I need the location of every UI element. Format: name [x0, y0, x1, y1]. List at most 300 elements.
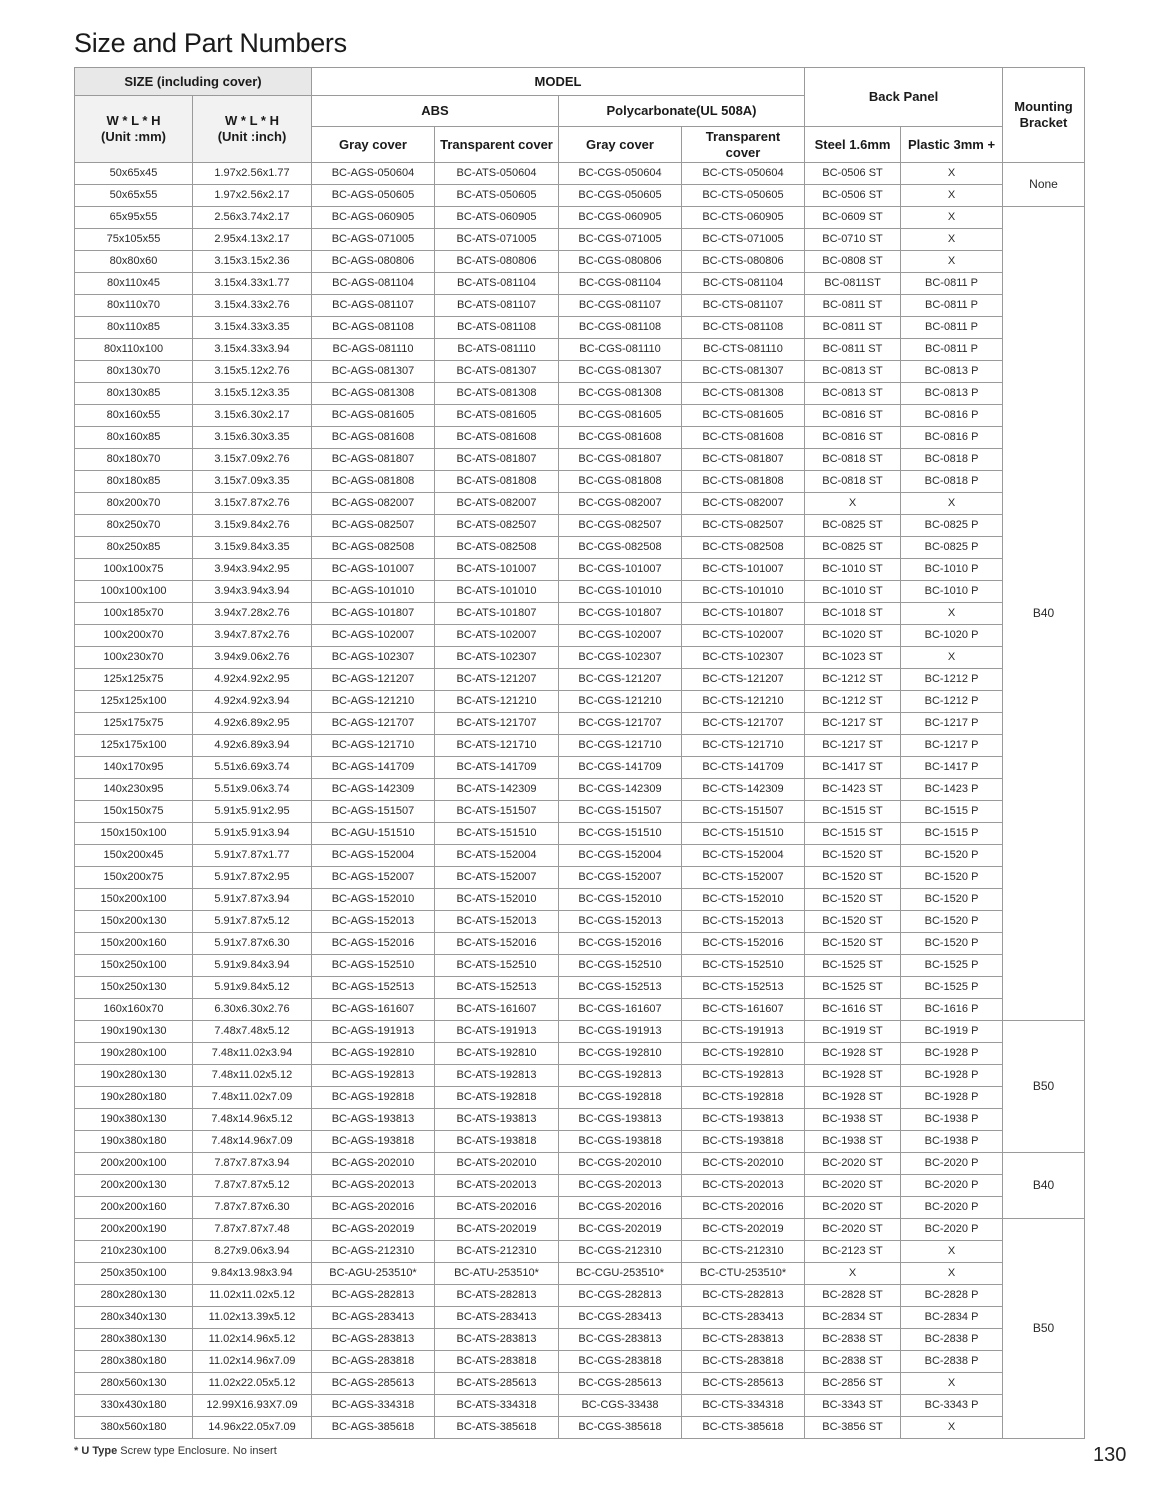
size-inch-cell: 12.99X16.93X7.09 [193, 1395, 312, 1417]
plastic-panel-cell: BC-1010 P [901, 581, 1003, 603]
table-row [75, 735, 1085, 757]
abs-transparent-cell: BC-ATS-101807 [435, 603, 559, 625]
table-row [75, 1373, 1085, 1395]
steel-panel-cell: BC-0811ST [805, 273, 901, 295]
back-panel-header: Back Panel [805, 68, 1003, 127]
table-row [75, 1395, 1085, 1417]
steel-panel-cell: BC-1938 ST [805, 1131, 901, 1153]
pc-gray-cell: BC-CGS-161607 [559, 999, 682, 1021]
size-inch-cell: 7.48x11.02x5.12 [193, 1065, 312, 1087]
size-mm-cell: 190x380x180 [75, 1131, 193, 1153]
size-mm-cell: 80x110x45 [75, 273, 193, 295]
plastic-panel-cell: BC-1938 P [901, 1109, 1003, 1131]
plastic-panel-cell: BC-1212 P [901, 691, 1003, 713]
abs-transparent-cell: BC-ATS-192810 [435, 1043, 559, 1065]
steel-panel-cell: BC-1010 ST [805, 581, 901, 603]
plastic-panel-cell: BC-1217 P [901, 735, 1003, 757]
size-inch-cell: 3.15x4.33x3.35 [193, 317, 312, 339]
pc-gray-cell: BC-CGS-151510 [559, 823, 682, 845]
abs-gray-cell: BC-AGU-253510* [312, 1263, 435, 1285]
pc-transparent-cell: BC-CTS-081605 [682, 405, 805, 427]
steel-panel-cell: BC-2856 ST [805, 1373, 901, 1395]
abs-transparent-cell: BC-ATS-080806 [435, 251, 559, 273]
pc-transparent-cell: BC-CTS-121710 [682, 735, 805, 757]
pc-transparent-cell: BC-CTS-101007 [682, 559, 805, 581]
size-inch-cell: 5.51x6.69x3.74 [193, 757, 312, 779]
abs-gray-cell: BC-AGS-385618 [312, 1417, 435, 1439]
abs-transparent-cell: BC-ATS-081605 [435, 405, 559, 427]
pc-gray-cell: BC-CGS-192810 [559, 1043, 682, 1065]
pc-gray-cell: BC-CGS-121210 [559, 691, 682, 713]
size-mm-cell: 125x125x100 [75, 691, 193, 713]
abs-gray-cell: BC-AGS-283413 [312, 1307, 435, 1329]
size-mm-cell: 80x130x70 [75, 361, 193, 383]
size-mm-cell: 100x100x100 [75, 581, 193, 603]
abs-transparent-cell: BC-ATS-050605 [435, 185, 559, 207]
pc-transparent-cell: BC-CTS-101010 [682, 581, 805, 603]
table-row [75, 603, 1085, 625]
pc-gray-cell: BC-CGS-102307 [559, 647, 682, 669]
size-inch-cell: 5.91x7.87x1.77 [193, 845, 312, 867]
pc-gray-cell: BC-CGS-385618 [559, 1417, 682, 1439]
size-inch-cell: 14.96x22.05x7.09 [193, 1417, 312, 1439]
size-mm-cell: 280x380x130 [75, 1329, 193, 1351]
plastic-panel-cell: X [901, 1417, 1003, 1439]
table-row [75, 273, 1085, 295]
size-inch-cell: 11.02x14.96x5.12 [193, 1329, 312, 1351]
size-mm-cell: 210x230x100 [75, 1241, 193, 1263]
abs-transparent-cell: BC-ATS-081108 [435, 317, 559, 339]
wlh-mm-header: W * L * H (Unit :mm) [75, 96, 193, 163]
abs-transparent-cell: BC-ATS-283818 [435, 1351, 559, 1373]
abs-gray-cell: BC-AGS-152513 [312, 977, 435, 999]
plastic-panel-cell: BC-1525 P [901, 955, 1003, 977]
plastic-panel-cell: BC-1928 P [901, 1043, 1003, 1065]
plastic-panel-cell: X [901, 1241, 1003, 1263]
pc-transparent-cell: BC-CTS-152010 [682, 889, 805, 911]
steel-panel-cell: BC-1217 ST [805, 713, 901, 735]
pc-transparent-cell: BC-CTS-081107 [682, 295, 805, 317]
pc-transparent-cell: BC-CTS-202013 [682, 1175, 805, 1197]
pc-gray-cell: BC-CGS-082508 [559, 537, 682, 559]
size-mm-cell: 80x250x70 [75, 515, 193, 537]
size-mm-cell: 150x250x100 [75, 955, 193, 977]
plastic-panel-cell: X [901, 1263, 1003, 1285]
abs-transparent-cell: BC-ATS-121207 [435, 669, 559, 691]
abs-transparent-cell: BC-ATS-202010 [435, 1153, 559, 1175]
size-inch-cell: 3.94x7.87x2.76 [193, 625, 312, 647]
polycarbonate-header: Polycarbonate(UL 508A) [559, 96, 805, 127]
size-mm-cell: 65x95x55 [75, 207, 193, 229]
pc-gray-cell: BC-CGS-202016 [559, 1197, 682, 1219]
table-row [75, 1329, 1085, 1351]
size-inch-cell: 7.87x7.87x7.48 [193, 1219, 312, 1241]
steel-panel-cell: BC-1520 ST [805, 845, 901, 867]
size-inch-cell: 3.15x9.84x2.76 [193, 515, 312, 537]
table-row [75, 955, 1085, 977]
table-row [75, 1065, 1085, 1087]
size-inch-cell: 5.91x5.91x3.94 [193, 823, 312, 845]
table-row [75, 1197, 1085, 1219]
abs-transparent-cell: BC-ATS-283813 [435, 1329, 559, 1351]
pc-gray-cell: BC-CGS-081110 [559, 339, 682, 361]
abs-transparent-cell: BC-ATS-081808 [435, 471, 559, 493]
table-row [75, 1131, 1085, 1153]
size-mm-cell: 150x200x45 [75, 845, 193, 867]
abs-transparent-cell: BC-ATU-253510* [435, 1263, 559, 1285]
pc-transparent-cell: BC-CTS-121210 [682, 691, 805, 713]
abs-transparent-cell: BC-ATS-202016 [435, 1197, 559, 1219]
steel-panel-cell: BC-1928 ST [805, 1065, 901, 1087]
pc-gray-cell: BC-CGS-283818 [559, 1351, 682, 1373]
plastic-panel-cell: BC-1010 P [901, 559, 1003, 581]
pc-transparent-cell: BC-CTS-152513 [682, 977, 805, 999]
footnote [74, 1445, 277, 1457]
steel-panel-cell: BC-1928 ST [805, 1087, 901, 1109]
size-inch-cell: 11.02x11.02x5.12 [193, 1285, 312, 1307]
pc-gray-cell: BC-CGS-101007 [559, 559, 682, 581]
size-mm-cell: 330x430x180 [75, 1395, 193, 1417]
size-mm-cell: 75x105x55 [75, 229, 193, 251]
steel-panel-cell: BC-2020 ST [805, 1153, 901, 1175]
table-header [75, 68, 1085, 163]
size-inch-cell: 3.15x3.15x2.36 [193, 251, 312, 273]
pc-gray-cell: BC-CGS-283813 [559, 1329, 682, 1351]
abs-transparent-cell: BC-ATS-081608 [435, 427, 559, 449]
size-mm-cell: 150x250x130 [75, 977, 193, 999]
abs-transparent-cell: BC-ATS-192818 [435, 1087, 559, 1109]
plastic-panel-cell: BC-1515 P [901, 823, 1003, 845]
size-mm-cell: 190x280x130 [75, 1065, 193, 1087]
abs-gray-cell: BC-AGS-141709 [312, 757, 435, 779]
size-mm-cell: 80x250x85 [75, 537, 193, 559]
mounting-bracket-cell: B40 [1003, 1153, 1085, 1219]
size-inch-cell: 3.15x5.12x3.35 [193, 383, 312, 405]
pc-transparent-cell: BC-CTS-081108 [682, 317, 805, 339]
pc-transparent-cell: BC-CTS-082507 [682, 515, 805, 537]
size-mm-cell: 100x200x70 [75, 625, 193, 647]
pc-gray-cell: BC-CGS-152510 [559, 955, 682, 977]
size-inch-cell: 1.97x2.56x1.77 [193, 163, 312, 185]
pc-transparent-cell: BC-CTS-080806 [682, 251, 805, 273]
pc-gray-cell: BC-CGS-101807 [559, 603, 682, 625]
abs-transparent-cell: BC-ATS-102007 [435, 625, 559, 647]
pc-gray-cell: BC-CGS-081307 [559, 361, 682, 383]
steel-panel-cell: BC-2838 ST [805, 1351, 901, 1373]
plastic-panel-cell: X [901, 647, 1003, 669]
plastic-panel-cell: BC-1520 P [901, 889, 1003, 911]
steel-panel-cell: BC-1010 ST [805, 559, 901, 581]
pc-transparent-cell: BC-CTS-050605 [682, 185, 805, 207]
pc-gray-cell: BC-CGS-081608 [559, 427, 682, 449]
abs-gray-cell: BC-AGS-151507 [312, 801, 435, 823]
plastic-panel-cell: BC-1423 P [901, 779, 1003, 801]
pc-gray-cell: BC-CGS-202019 [559, 1219, 682, 1241]
steel-panel-cell: BC-0818 ST [805, 449, 901, 471]
pc-transparent-cell: BC-CTS-202010 [682, 1153, 805, 1175]
pc-transparent-cell: BC-CTS-192818 [682, 1087, 805, 1109]
pc-transparent-cell: BC-CTS-060905 [682, 207, 805, 229]
table-row [75, 713, 1085, 735]
abs-transparent-cell: BC-ATS-082507 [435, 515, 559, 537]
pc-gray-cell: BC-CGS-050604 [559, 163, 682, 185]
pc-transparent-cell: BC-CTS-142309 [682, 779, 805, 801]
plastic-panel-cell: BC-2020 P [901, 1175, 1003, 1197]
steel-panel-cell: BC-1515 ST [805, 823, 901, 845]
plastic-panel-cell: BC-2020 P [901, 1153, 1003, 1175]
abs-transparent-cell: BC-ATS-152016 [435, 933, 559, 955]
abs-gray-cell: BC-AGS-212310 [312, 1241, 435, 1263]
steel-panel-cell: BC-0813 ST [805, 383, 901, 405]
plastic-panel-cell: X [901, 163, 1003, 185]
table-row [75, 911, 1085, 933]
size-inch-cell: 7.87x7.87x6.30 [193, 1197, 312, 1219]
plastic-panel-cell: BC-2020 P [901, 1197, 1003, 1219]
pc-gray-cell: BC-CGS-192813 [559, 1065, 682, 1087]
pc-transparent-cell: BC-CTS-212310 [682, 1241, 805, 1263]
abs-transparent-cell: BC-ATS-081807 [435, 449, 559, 471]
size-mm-cell: 380x560x180 [75, 1417, 193, 1439]
pc-transparent-cell: BC-CTU-253510* [682, 1263, 805, 1285]
size-mm-cell: 80x110x85 [75, 317, 193, 339]
abs-transparent-cell: BC-ATS-192813 [435, 1065, 559, 1087]
abs-transparent-cell: BC-ATS-152004 [435, 845, 559, 867]
abs-gray-cell: BC-AGS-334318 [312, 1395, 435, 1417]
abs-gray-cell: BC-AGS-121210 [312, 691, 435, 713]
size-mm-cell: 80x180x70 [75, 449, 193, 471]
plastic-panel-cell: BC-0811 P [901, 339, 1003, 361]
steel-panel-cell: BC-0506 ST [805, 163, 901, 185]
pc-gray-cell: BC-CGS-081807 [559, 449, 682, 471]
abs-gray-cell: BC-AGS-202010 [312, 1153, 435, 1175]
steel-panel-cell: BC-1018 ST [805, 603, 901, 625]
plastic-panel-cell: BC-1520 P [901, 933, 1003, 955]
pc-transparent-cell: BC-CTS-081307 [682, 361, 805, 383]
abs-gray-cell: BC-AGS-282813 [312, 1285, 435, 1307]
table-row [75, 493, 1085, 515]
table-row [75, 361, 1085, 383]
abs-gray-cell: BC-AGS-081807 [312, 449, 435, 471]
table-row [75, 515, 1085, 537]
steel-panel-cell: BC-1020 ST [805, 625, 901, 647]
pc-transparent-cell: BC-CTS-283813 [682, 1329, 805, 1351]
abs-transparent-cell: BC-ATS-282813 [435, 1285, 559, 1307]
pc-gray-cell: BC-CGS-121207 [559, 669, 682, 691]
table-row [75, 801, 1085, 823]
pc-gray-cell: BC-CGS-285613 [559, 1373, 682, 1395]
pc-transparent-cell: BC-CTS-202019 [682, 1219, 805, 1241]
plastic-panel-cell: BC-1928 P [901, 1065, 1003, 1087]
abs-gray-cell: BC-AGS-080806 [312, 251, 435, 273]
abs-gray-cell: BC-AGS-101807 [312, 603, 435, 625]
footnote-text: Screw type Enclosure. No insert [117, 1445, 277, 1457]
plastic-panel-cell: BC-2828 P [901, 1285, 1003, 1307]
steel-panel-cell: BC-1928 ST [805, 1043, 901, 1065]
plastic-panel-cell: BC-1938 P [901, 1131, 1003, 1153]
plastic-panel-cell: BC-0813 P [901, 361, 1003, 383]
plastic-panel-cell: X [901, 493, 1003, 515]
pc-gray-cell: BC-CGS-081808 [559, 471, 682, 493]
abs-transparent-cell: BC-ATS-141709 [435, 757, 559, 779]
table-body [75, 163, 1085, 1439]
steel-panel-cell: BC-0816 ST [805, 405, 901, 427]
abs-gray-cell: BC-AGS-050604 [312, 163, 435, 185]
abs-transparent-cell: BC-ATS-060905 [435, 207, 559, 229]
size-inch-cell: 7.48x7.48x5.12 [193, 1021, 312, 1043]
pc-gray-cell: BC-CGS-152016 [559, 933, 682, 955]
mounting-bracket-cell: B40 [1003, 207, 1085, 1021]
pc-transparent-cell: BC-CTS-081104 [682, 273, 805, 295]
abs-transparent-cell: BC-ATS-082007 [435, 493, 559, 515]
abs-gray-cell: BC-AGS-081605 [312, 405, 435, 427]
size-inch-cell: 5.91x9.84x5.12 [193, 977, 312, 999]
abs-transparent-cell: BC-ATS-191913 [435, 1021, 559, 1043]
plastic-panel-cell: BC-0825 P [901, 537, 1003, 559]
size-inch-cell: 11.02x13.39x5.12 [193, 1307, 312, 1329]
size-inch-cell: 1.97x2.56x2.17 [193, 185, 312, 207]
abs-gray-cell: BC-AGS-202019 [312, 1219, 435, 1241]
plastic-panel-cell: BC-0811 P [901, 273, 1003, 295]
pc-gray-cell: BC-CGS-082007 [559, 493, 682, 515]
abs-gray-cell: BC-AGS-101007 [312, 559, 435, 581]
mounting-bracket-cell: B50 [1003, 1021, 1085, 1153]
abs-gray-cell: BC-AGS-202013 [312, 1175, 435, 1197]
abs-gray-cell: BC-AGS-152010 [312, 889, 435, 911]
abs-gray-cell: BC-AGS-102007 [312, 625, 435, 647]
size-mm-cell: 80x130x85 [75, 383, 193, 405]
size-inch-cell: 4.92x6.89x2.95 [193, 713, 312, 735]
page-number: 130 [1093, 1444, 1127, 1466]
table-row [75, 757, 1085, 779]
plastic-panel-cell: BC-3343 P [901, 1395, 1003, 1417]
table-row [75, 823, 1085, 845]
abs-gray-cell: BC-AGS-101010 [312, 581, 435, 603]
table-row [75, 1285, 1085, 1307]
abs-gray-cell: BC-AGS-152510 [312, 955, 435, 977]
pc-gray-cell: BC-CGS-152004 [559, 845, 682, 867]
size-inch-cell: 3.15x7.09x2.76 [193, 449, 312, 471]
pc-transparent-cell: BC-CTS-282813 [682, 1285, 805, 1307]
abs-gray-cell: BC-AGS-285613 [312, 1373, 435, 1395]
size-inch-cell: 3.94x3.94x3.94 [193, 581, 312, 603]
plastic-panel-cell: BC-1520 P [901, 845, 1003, 867]
pc-gray-cell: BC-CGS-081104 [559, 273, 682, 295]
size-mm-cell: 140x170x95 [75, 757, 193, 779]
size-mm-cell: 200x200x130 [75, 1175, 193, 1197]
mounting-bracket-cell: None [1003, 163, 1085, 207]
pc-gray-cell: BC-CGS-121710 [559, 735, 682, 757]
table-row [75, 889, 1085, 911]
page-title: Size and Part Numbers [74, 28, 347, 58]
abs-transparent-cell: BC-ATS-334318 [435, 1395, 559, 1417]
size-inch-cell: 9.84x13.98x3.94 [193, 1263, 312, 1285]
size-mm-cell: 280x560x130 [75, 1373, 193, 1395]
size-inch-cell: 3.15x6.30x2.17 [193, 405, 312, 427]
wlh-inch-header: W * L * H (Unit :inch) [193, 96, 312, 163]
size-inch-cell: 3.15x6.30x3.35 [193, 427, 312, 449]
abs-transparent-cell: BC-ATS-151510 [435, 823, 559, 845]
pc-transparent-cell: BC-CTS-050604 [682, 163, 805, 185]
pc-gray-cell: BC-CGS-121707 [559, 713, 682, 735]
steel-panel-cell: BC-1423 ST [805, 779, 901, 801]
pc-gray-cell: BC-CGS-081308 [559, 383, 682, 405]
abs-gray-cover-header: Gray cover [312, 127, 435, 163]
footnote-marker: * U Type [74, 1445, 118, 1457]
steel-panel-cell: BC-1212 ST [805, 691, 901, 713]
pc-gray-cell: BC-CGS-081107 [559, 295, 682, 317]
abs-transparent-cell: BC-ATS-121710 [435, 735, 559, 757]
table-row [75, 845, 1085, 867]
size-part-numbers-table [74, 67, 1085, 1439]
size-inch-cell: 5.91x5.91x2.95 [193, 801, 312, 823]
pc-gray-cell: BC-CGS-081108 [559, 317, 682, 339]
abs-gray-cell: BC-AGS-060905 [312, 207, 435, 229]
abs-gray-cell: BC-AGS-081308 [312, 383, 435, 405]
abs-transparent-cell: BC-ATS-202013 [435, 1175, 559, 1197]
pc-gray-cell: BC-CGS-33438 [559, 1395, 682, 1417]
pc-transparent-cell: BC-CTS-121207 [682, 669, 805, 691]
plastic-panel-cell: BC-1919 P [901, 1021, 1003, 1043]
abs-transparent-cell: BC-ATS-101007 [435, 559, 559, 581]
abs-gray-cell: BC-AGS-192810 [312, 1043, 435, 1065]
steel-panel-cell: BC-0710 ST [805, 229, 901, 251]
table-row [75, 1241, 1085, 1263]
pc-transparent-cell: BC-CTS-082508 [682, 537, 805, 559]
abs-transparent-cell: BC-ATS-121707 [435, 713, 559, 735]
pc-transparent-cell: BC-CTS-121707 [682, 713, 805, 735]
table-row [75, 207, 1085, 229]
pc-transparent-cell: BC-CTS-151507 [682, 801, 805, 823]
size-inch-cell: 4.92x4.92x2.95 [193, 669, 312, 691]
plastic-panel-cell: X [901, 229, 1003, 251]
table-row [75, 1021, 1085, 1043]
steel-panel-cell: BC-1417 ST [805, 757, 901, 779]
size-mm-cell: 125x125x75 [75, 669, 193, 691]
size-mm-cell: 280x380x180 [75, 1351, 193, 1373]
steel-panel-cell: BC-2838 ST [805, 1329, 901, 1351]
size-mm-cell: 100x230x70 [75, 647, 193, 669]
steel-panel-cell: BC-1525 ST [805, 977, 901, 999]
size-inch-cell: 5.51x9.06x3.74 [193, 779, 312, 801]
table-row [75, 1307, 1085, 1329]
size-mm-cell: 280x340x130 [75, 1307, 193, 1329]
pc-gray-cell: BC-CGS-152013 [559, 911, 682, 933]
abs-gray-cell: BC-AGS-081808 [312, 471, 435, 493]
table-row [75, 559, 1085, 581]
steel-panel-cell: BC-1919 ST [805, 1021, 901, 1043]
abs-gray-cell: BC-AGS-192818 [312, 1087, 435, 1109]
steel-panel-cell: BC-1515 ST [805, 801, 901, 823]
table-row [75, 1175, 1085, 1197]
size-mm-cell: 160x160x70 [75, 999, 193, 1021]
table-row [75, 427, 1085, 449]
steel-panel-cell: BC-0811 ST [805, 339, 901, 361]
pc-gray-cell: BC-CGS-282813 [559, 1285, 682, 1307]
steel-panel-cell: BC-1520 ST [805, 889, 901, 911]
table-row [75, 1109, 1085, 1131]
abs-transparent-cover-header: Transparent cover [435, 127, 559, 163]
abs-gray-cell: BC-AGS-081104 [312, 273, 435, 295]
abs-gray-cell: BC-AGS-202016 [312, 1197, 435, 1219]
size-inch-cell: 7.87x7.87x3.94 [193, 1153, 312, 1175]
plastic-panel-cell: BC-1212 P [901, 669, 1003, 691]
plastic-panel-cell: BC-1520 P [901, 911, 1003, 933]
size-mm-cell: 140x230x95 [75, 779, 193, 801]
steel-panel-cell: BC-2020 ST [805, 1175, 901, 1197]
size-mm-cell: 50x65x55 [75, 185, 193, 207]
pc-transparent-cell: BC-CTS-101807 [682, 603, 805, 625]
abs-gray-cell: BC-AGS-121207 [312, 669, 435, 691]
